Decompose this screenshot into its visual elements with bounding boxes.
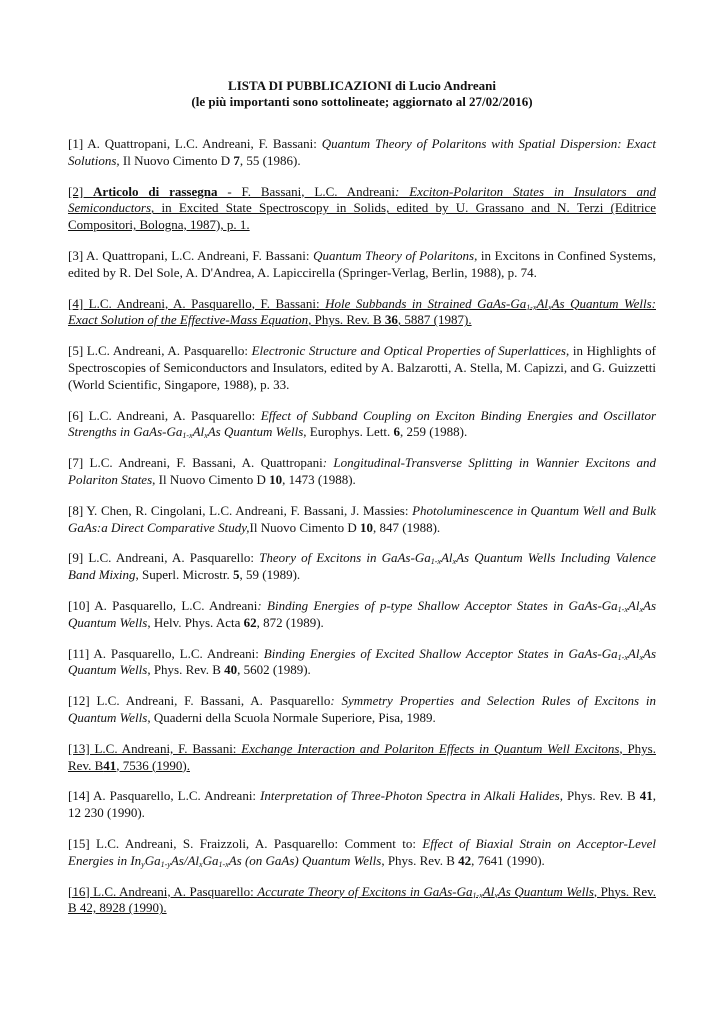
entry-text-segment: [15] L.C. Andreani, S. Fraizzoli, A. Pasquarello: Comment to: bbox=[68, 835, 423, 851]
entry-text-segment: [11] A. Pasquarello, L.C. Andreani: bbox=[68, 645, 264, 661]
publication-entry bbox=[68, 741, 656, 775]
entry-text-segment: Ga bbox=[144, 852, 161, 868]
entry-text-segment: x bbox=[639, 604, 644, 614]
entry-text-segment: , in Highlights of Spectroscopies of Semiconductors and Insulators, edited by A. Balzarotti, A. Stella, M. Capizzi, and G. Guizzetti (World Scientific, Singapore, 1988), p. 33. bbox=[68, 343, 656, 392]
entry-text-segment: 1-x bbox=[526, 302, 537, 312]
entry-text-segment: , Phys. Rev. B bbox=[381, 852, 459, 868]
entry-text-segment: x bbox=[639, 652, 643, 662]
entry-text-segment: Phys. Rev. B bbox=[563, 788, 640, 804]
entry-text-segment: , in Excited State Spectroscopy in Solids, edited by U. Grassano and N. Terzi (Editrice Compositori, Bologna, 1987), p. 1. bbox=[68, 200, 656, 233]
entry-text-segment: 41 bbox=[639, 788, 653, 804]
entry-text-segment: Electronic Structure and Optical Properties of Superlattices bbox=[251, 343, 566, 359]
publication-entry bbox=[68, 136, 656, 170]
entry-text-segment: [14] A. Pasquarello, L.C. Andreani: bbox=[68, 788, 261, 804]
entry-text-segment: 7 bbox=[233, 152, 240, 168]
entry-text-segment: As Quantum Wells bbox=[207, 424, 304, 440]
entry-text-segment: 1-x bbox=[617, 604, 628, 614]
entry-text-segment: , Phys. Rev. B bbox=[147, 662, 225, 678]
entry-text-segment: : Symmetry Properties and Selection Rules of Excitons in Quantum Wells bbox=[68, 693, 656, 725]
entry-text-segment: , 55 (1986). bbox=[239, 152, 301, 168]
entry-text-segment: Al bbox=[440, 550, 453, 566]
entry-text-segment: , in Excitons in Confined Systems, edited by R. Del Sole, A. D'Andrea, A. Lapiccirella (Springer-Verlag, Berlin, 1988), p. 74. bbox=[68, 247, 656, 280]
publication-entry bbox=[68, 646, 656, 680]
entry-text-segment: Al bbox=[627, 597, 640, 613]
entry-text-segment: [7] L.C. Andreani, F. Bassani, A. Quattropani bbox=[68, 455, 323, 471]
entry-text-segment: 1-y bbox=[160, 859, 171, 869]
entry-text-segment: [6] L.C. Andreani, A. Pasquarello: bbox=[68, 407, 261, 423]
entry-text-segment: Al bbox=[627, 645, 640, 661]
entry-text-segment: x bbox=[204, 431, 208, 441]
entry-text-segment: [13] L.C. Andreani, F. Bassani: bbox=[68, 740, 242, 756]
entry-text-segment: , Il Nuovo Cimento D bbox=[152, 471, 270, 487]
entry-text-segment: 42 bbox=[458, 852, 472, 868]
publication-entry bbox=[68, 884, 656, 918]
entry-text-segment: 10 bbox=[360, 519, 373, 535]
entry-text-segment: x bbox=[494, 890, 498, 900]
publication-entry bbox=[68, 503, 656, 537]
entry-text-segment: 62 bbox=[243, 614, 257, 630]
entry-text-segment: Binding Energies of Excited Shallow Acceptor States in GaAs-Ga bbox=[263, 645, 618, 661]
entry-text-segment: Il Nuovo Cimento D bbox=[249, 519, 360, 535]
entry-text-segment: 1-x bbox=[430, 557, 441, 567]
entry-text-segment: x bbox=[452, 557, 457, 567]
entry-text-segment: As Quantum Wells bbox=[68, 645, 656, 678]
entry-text-segment: 10 bbox=[269, 471, 283, 487]
entry-text-segment: , 12 230 (1990). bbox=[68, 788, 656, 821]
publication-entry bbox=[68, 343, 656, 393]
entry-text-segment: , Helv. Phys. Acta bbox=[147, 614, 244, 630]
entry-text-segment: : Longitudinal-Transverse Splitting in Wannier Excitons and Polariton States bbox=[68, 455, 656, 487]
publication-entry bbox=[68, 836, 656, 870]
publication-entry bbox=[68, 598, 656, 632]
entry-text-segment: As/Al bbox=[170, 852, 200, 868]
entry-text-segment: Effect of Biaxial Strain on Acceptor-Level Energies in In bbox=[68, 835, 656, 868]
entry-text-segment: 1-x bbox=[472, 890, 483, 900]
entry-text-segment: [2] bbox=[68, 183, 94, 199]
entry-text-segment: , 259 (1988). bbox=[400, 424, 468, 440]
entry-text-segment: [4] L.C. Andreani, A. Pasquarello, F. Bassani: bbox=[68, 295, 326, 311]
entry-text-segment: x bbox=[548, 302, 552, 312]
entry-text-segment: [10] A. Pasquarello, L.C. Andreani bbox=[68, 597, 258, 613]
title-line-2: (le più importanti sono sottolineate; aggiornato al 27/02/2016) bbox=[191, 94, 533, 109]
entry-text-segment: As (on GaAs) Quantum Wells bbox=[228, 852, 382, 868]
entry-text-segment: , Quaderni della Scuola Normale Superiore, Pisa, 1989. bbox=[147, 709, 436, 725]
entry-text-segment: Il Nuovo Cimento D bbox=[119, 152, 234, 168]
entry-text-segment: , Phys. Rev. B bbox=[308, 312, 385, 328]
title-line-1: LISTA DI PUBBLICAZIONI di Lucio Andreani bbox=[228, 78, 496, 93]
entry-text-segment: , 5887 (1987). bbox=[397, 312, 472, 328]
publication-entry bbox=[68, 296, 656, 330]
entry-text-segment: , 1473 (1988). bbox=[282, 471, 356, 487]
entry-text-segment: 1-x bbox=[182, 431, 193, 441]
entry-text-segment: As Quantum Wells: Exact Solution of the Effective-Mass Equation bbox=[68, 295, 656, 328]
entry-text-segment: Hole Subbands in Strained GaAs-Ga bbox=[325, 295, 527, 311]
document-page bbox=[68, 78, 656, 931]
entry-text-segment: Al bbox=[482, 883, 495, 899]
entry-text-segment: As Quantum Wells Including Valence Band Mixing bbox=[68, 550, 657, 583]
publication-entry bbox=[68, 184, 656, 234]
entry-text-segment: 1-x bbox=[218, 859, 229, 869]
entry-text-segment: [16] L.C. Andreani, A. Pasquarello: bbox=[68, 883, 258, 899]
entry-text-segment: As Quantum Wells bbox=[497, 883, 594, 899]
entry-text-segment: 6 bbox=[393, 424, 401, 440]
entry-text-segment: , 847 (1988). bbox=[373, 519, 441, 535]
entry-text-segment: Accurate Theory of Excitons in GaAs-Ga bbox=[257, 883, 473, 899]
entry-text-segment: , 7536 (1990). bbox=[116, 757, 190, 773]
document-title bbox=[68, 78, 656, 110]
entry-text-segment: , Phys. Rev. B 42, 8928 (1990). bbox=[68, 883, 657, 916]
entry-text-segment: Exchange Interaction and Polariton Effects in Quantum Well Excitons bbox=[241, 740, 620, 756]
publication-entry bbox=[68, 693, 656, 727]
entry-text-segment: Effect of Subband Coupling on Exciton Binding Energies and Oscillator Strengths in GaAs-Ga bbox=[68, 407, 657, 440]
entry-text-segment: [9] L.C. Andreani, A. Pasquarello: bbox=[68, 550, 260, 566]
entry-text-segment: , 7641 (1990). bbox=[471, 852, 545, 868]
entry-text-segment: , 872 (1989). bbox=[256, 614, 324, 630]
entry-text-segment: [5] L.C. Andreani, A. Pasquarello: bbox=[68, 343, 252, 359]
entry-text-segment: Articolo di rassegna bbox=[93, 183, 218, 199]
entry-text-segment: , Phys. Rev. B bbox=[68, 740, 656, 773]
entry-text-segment: Al bbox=[536, 295, 548, 311]
publication-entry bbox=[68, 248, 656, 282]
entry-text-segment: [1] A. Quattropani, L.C. Andreani, F. Bassani: bbox=[68, 136, 322, 151]
entry-text-segment: [3] A. Quattropani, L.C. Andreani, F. Bassani: bbox=[68, 247, 314, 263]
entry-text-segment: 1-x bbox=[617, 652, 628, 662]
entry-text-segment: Interpretation of Three-Photon Spectra in Alkali Halides, bbox=[260, 788, 563, 804]
entry-text-segment: - F. Bassani, L.C. Andreani bbox=[217, 183, 396, 199]
publication-entry bbox=[68, 455, 656, 489]
entry-text-segment: : Exciton-Polariton States in Insulators and Semiconductors bbox=[68, 183, 656, 216]
publication-entry bbox=[68, 408, 656, 442]
entry-text-segment: [12] L.C. Andreani, F. Bassani, A. Pasquarello bbox=[68, 693, 331, 709]
entry-text-segment: , Superl. Microstr. bbox=[135, 567, 234, 583]
publication-entry bbox=[68, 788, 656, 822]
entry-text-segment: 36 bbox=[384, 312, 398, 328]
entry-text-segment: , Europhys. Lett. bbox=[303, 424, 394, 440]
entry-text-segment: y bbox=[141, 859, 145, 869]
entry-text-segment: Al bbox=[192, 424, 205, 440]
entry-text-segment: As Quantum Wells bbox=[68, 597, 657, 630]
entry-text-segment: Theory of Excitons in GaAs-Ga bbox=[259, 550, 431, 566]
entry-text-segment: , 59 (1989). bbox=[239, 567, 301, 583]
entry-text-segment: Quantum Theory of Polaritons bbox=[313, 247, 475, 263]
entry-text-segment: : Binding Energies of p-type Shallow Acceptor States in GaAs-Ga bbox=[257, 597, 618, 613]
entry-text-segment: 40 bbox=[224, 662, 238, 678]
entry-text-segment: 41 bbox=[103, 757, 117, 773]
entry-text-segment: Photoluminescence in Quantum Well and Bulk GaAs:a Direct Comparative Study, bbox=[68, 502, 656, 535]
entry-text-segment: [8] Y. Chen, R. Cingolani, L.C. Andreani, F. Bassani, J. Massies: bbox=[68, 502, 413, 518]
entry-text-segment: 5 bbox=[233, 567, 240, 583]
publication-list bbox=[68, 136, 656, 917]
entry-text-segment: x bbox=[199, 859, 203, 869]
entry-text-segment: Quantum Theory of Polaritons with Spatial Dispersion: Exact Solutions, bbox=[68, 136, 656, 168]
entry-text-segment: , 5602 (1989). bbox=[237, 662, 311, 678]
publication-entry bbox=[68, 550, 656, 584]
entry-text-segment: Ga bbox=[202, 852, 219, 868]
